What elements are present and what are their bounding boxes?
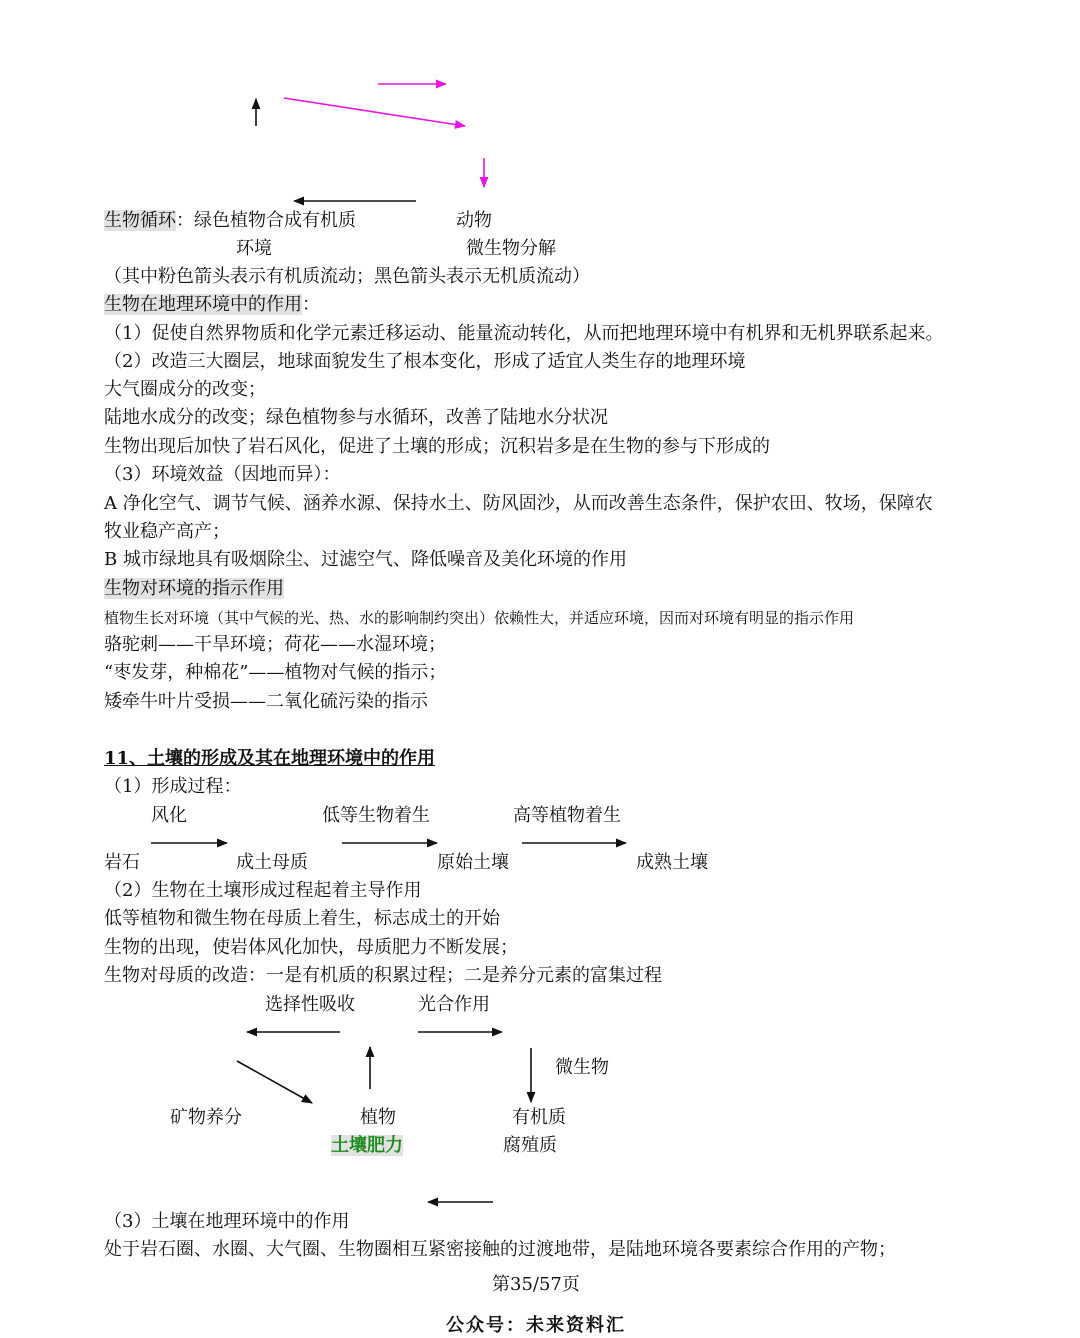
diagram-organic: 有机质 [512, 1107, 566, 1128]
soil-s2b: 生物的出现，使岩体风化加快，母质肥力不断发展； [104, 937, 518, 958]
diagram-photo: 光合作用 [418, 994, 490, 1015]
footer-account: 公众号：未来资料汇 [446, 1315, 626, 1336]
soil-s1: （1）形成过程： [104, 776, 242, 797]
soil-s3: （3）土壤在地理环境中的作用 [104, 1211, 350, 1232]
flow-node-primitive-soil: 原始土壤 [437, 852, 509, 873]
role-title: 生物在地理环境中的作用 [104, 294, 302, 315]
role-p3b: B 城市绿地具有吸烟除尘、过滤空气、降低噪音及美化环境的作用 [104, 549, 627, 570]
cycle-node-micro: 微生物分解 [466, 238, 556, 259]
indicator-title-line [104, 577, 284, 601]
page-number: 第35/57页 [492, 1274, 580, 1295]
cycle-colon: ： [176, 210, 194, 231]
soil-s3a: 处于岩石圈、水圈、大气圈、生物圈相互紧密接触的过渡地带，是陆地环境各要素综合作用的产物； [104, 1239, 896, 1260]
cycle-node-env: 环境 [236, 238, 272, 259]
cycle-note: （其中粉色箭头表示有机质流动；黑色箭头表示无机质流动） [104, 266, 590, 287]
role-p3a-2: 牧业稳产高产； [104, 521, 230, 542]
diagram-fertility: 土壤肥力 [331, 1135, 403, 1156]
role-title-line [104, 293, 320, 317]
diagram-mineral: 矿物养分 [170, 1107, 242, 1128]
role-p2b: 陆地水成分的改变；绿色植物参与水循环，改善了陆地水分状况 [104, 407, 608, 428]
role-colon: ： [302, 294, 320, 315]
cycle-node-plant: 绿色植物合成有机质 [194, 210, 356, 231]
mineral-arrow [237, 1061, 312, 1103]
flow-label-low-organisms: 低等生物着生 [322, 805, 430, 826]
soil-heading: 11、土壤的形成及其在地理环境中的作用 [104, 748, 436, 769]
role-p2a: 大气圈成分的改变； [104, 379, 266, 400]
diagram-humus: 腐殖质 [503, 1135, 557, 1156]
diagram-plant: 植物 [360, 1107, 396, 1128]
diagram-micro: 微生物 [555, 1057, 609, 1078]
role-p2: （2）改造三大圈层，地球面貌发生了根本变化，形成了适宜人类生存的地理环境 [104, 351, 746, 372]
soil-s2c: 生物对母质的改造：一是有机质的积累过程；二是养分元素的富集过程 [104, 965, 662, 986]
flow-node-mature-soil: 成熟土壤 [636, 852, 708, 873]
indicator-desc: 植物生长对环境（其中气候的光、热、水的影响制约突出）依赖性大，并适应环境，因而对环境有明显的指示作用 [104, 609, 855, 627]
flow-label-high-plants: 高等植物着生 [513, 805, 621, 826]
indicator-l2: “枣发芽，种棉花”——植物对气候的指示； [104, 662, 447, 683]
organic-arrow-diagonal [284, 98, 465, 126]
diagram-selective: 选择性吸收 [265, 994, 355, 1015]
diagram-fertility-wrap [331, 1134, 403, 1158]
role-p1: （1）促使自然界物质和化学元素迁移运动、能量流动转化，从而把地理环境中有机界和无机界联系起来。 [104, 323, 944, 344]
role-p3a-1: A 净化空气、调节气候、涵养水源、保持水土、防风固沙，从而改善生态条件，保护农田、牧场，保障农 [104, 493, 933, 514]
flow-label-weathering: 风化 [151, 805, 187, 826]
cycle-line [104, 209, 356, 233]
soil-s2: （2）生物在土壤形成过程起着主导作用 [104, 880, 422, 901]
flow-node-rock: 岩石 [104, 852, 140, 873]
indicator-l1: 骆驼刺——干旱环境；荷花——水湿环境； [104, 634, 446, 655]
role-p3: （3）环境效益（因地而异）： [104, 464, 341, 485]
flow-node-parent-material: 成土母质 [236, 852, 308, 873]
soil-s2a: 低等植物和微生物在母质上着生，标志成土的开始 [104, 908, 500, 929]
role-p2c: 生物出现后加快了岩石风化，促进了土壤的形成；沉积岩多是在生物的参与下形成的 [104, 436, 770, 457]
indicator-l3: 矮牵牛叶片受损——二氧化硫污染的指示 [104, 691, 428, 712]
indicator-title: 生物对环境的指示作用 [104, 578, 284, 599]
cycle-label: 生物循环 [104, 210, 176, 231]
cycle-node-animal: 动物 [456, 210, 492, 231]
